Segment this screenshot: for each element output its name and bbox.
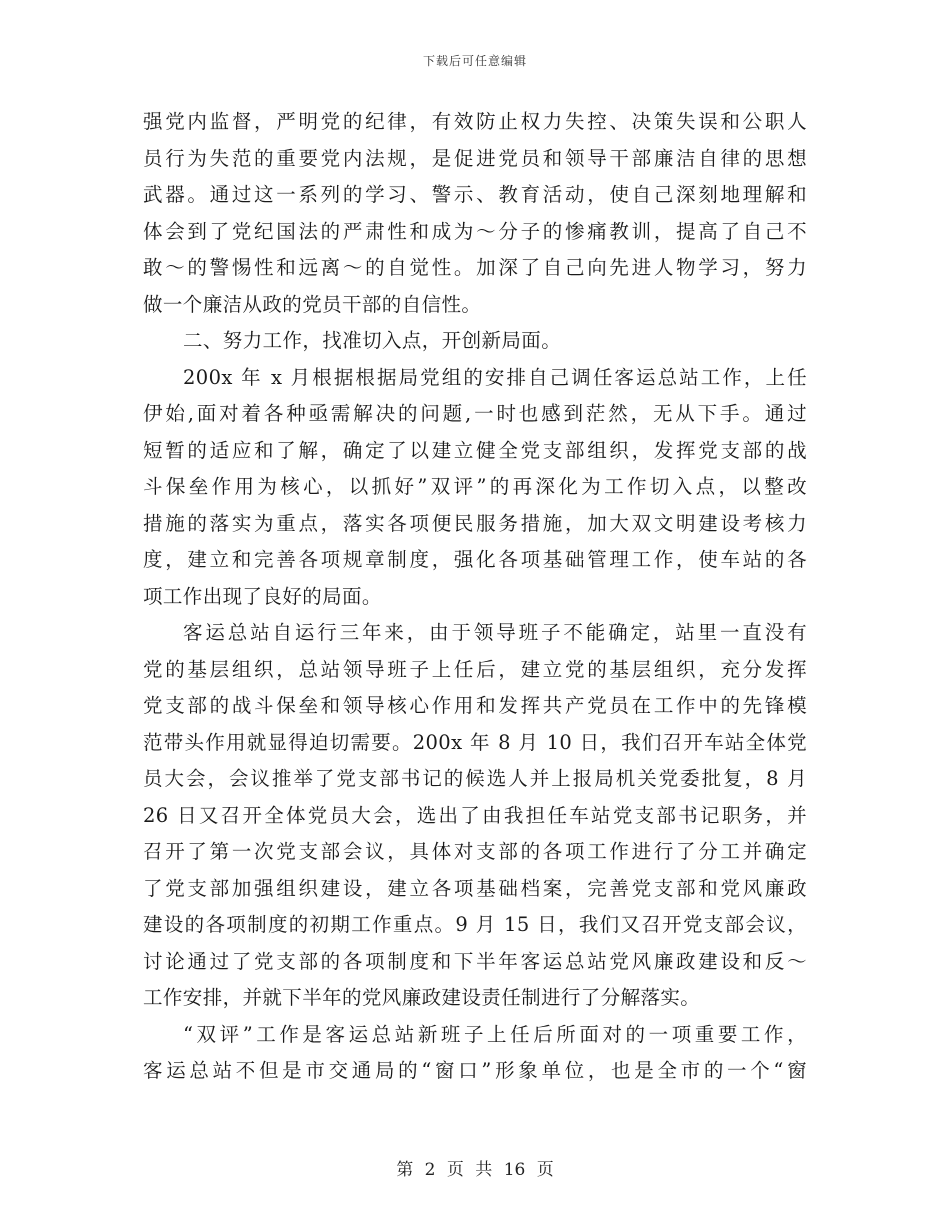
- text-line: 建设的各项制度的初期工作重点。9 月 15 日，我们又召开党支部会议，: [143, 913, 807, 936]
- text-line: 讨论通过了党支部的各项制度和下半年客运总站党风廉政建设和反～: [143, 949, 807, 973]
- text-line: 做一个廉洁从政的党员干部的自信性。: [143, 292, 482, 316]
- text-line: 党支部的战斗保垒和领导核心作用和发挥共产党员在工作中的先锋模: [143, 694, 807, 717]
- text-line: 强党内监督，严明党的纪律，有效防止权力失控、决策失误和公职人: [143, 110, 807, 133]
- text-line: 武器。通过这一系列的学习、警示、教育活动，使自己深刻地理解和: [143, 183, 807, 206]
- text-line: 体会到了党纪国法的严肃性和成为～分子的惨痛教训，提高了自己不: [143, 219, 807, 243]
- page-header: 下载后可任意编辑: [422, 54, 527, 68]
- text-line: 员大会，会议推举了党支部书记的候选人并上报局机关党委批复，8 月: [143, 767, 807, 790]
- text-line: 客运总站自运行三年来，由于领导班子不能确定，站里一直没有: [183, 621, 807, 644]
- text-line: 了党支部加强组织建设，建立各项基础档案，完善党支部和党风廉政: [143, 876, 807, 900]
- text-line: “双评”工作是客运总站新班子上任后所面对的一项重要工作，: [183, 1022, 807, 1046]
- text-line: 26 日又召开全体党员大会，选出了由我担任车站党支部书记职务，并: [143, 803, 807, 827]
- text-line: 斗保垒作用为核心，以抓好”双评”的再深化为工作切入点，以整改: [143, 475, 807, 498]
- text-line: 度，建立和完善各项规章制度，强化各项基础管理工作，使车站的各: [143, 548, 807, 571]
- text-line: 短暂的适应和了解，确定了以建立健全党支部组织，发挥党支部的战: [143, 438, 807, 462]
- page-number-footer: 第 2 页 共 16 页: [396, 1160, 554, 1180]
- section-heading: 二、努力工作，找准切入点，开创新局面。: [183, 329, 562, 352]
- text-line: 员行为失范的重要党内法规，是促进党员和领导干部廉洁自律的思想: [143, 146, 807, 170]
- text-line: 措施的落实为重点，落实各项便民服务措施，加大双文明建设考核力: [143, 511, 807, 535]
- text-line: 工作安排，并就下半年的党风廉政建设责任制进行了分解落实。: [143, 986, 701, 1009]
- text-line: 召开了第一次党支部会议，具体对支部的各项工作进行了分工并确定: [143, 840, 807, 863]
- text-line: 敢～的警惕性和远离～的自觉性。加深了自己向先进人物学习，努力: [143, 256, 807, 279]
- text-line: 客运总站不但是市交通局的“窗口”形象单位，也是全市的一个“窗: [143, 1059, 807, 1082]
- text-line: 党的基层组织，总站领导班子上任后，建立党的基层组织，充分发挥: [143, 657, 807, 681]
- text-line: 项工作出现了良好的局面。: [143, 584, 382, 608]
- document-body: [143, 104, 807, 1090]
- text-line: 200x 年 x 月根据根据局党组的安排自己调任客运总站工作，上任: [183, 365, 807, 389]
- text-line: 范带头作用就显得迫切需要。200x 年 8 月 10 日，我们召开车站全体党: [143, 730, 807, 754]
- text-line: 伊始,面对着各种亟需解决的问题,一时也感到茫然，无从下手。通过: [143, 402, 807, 425]
